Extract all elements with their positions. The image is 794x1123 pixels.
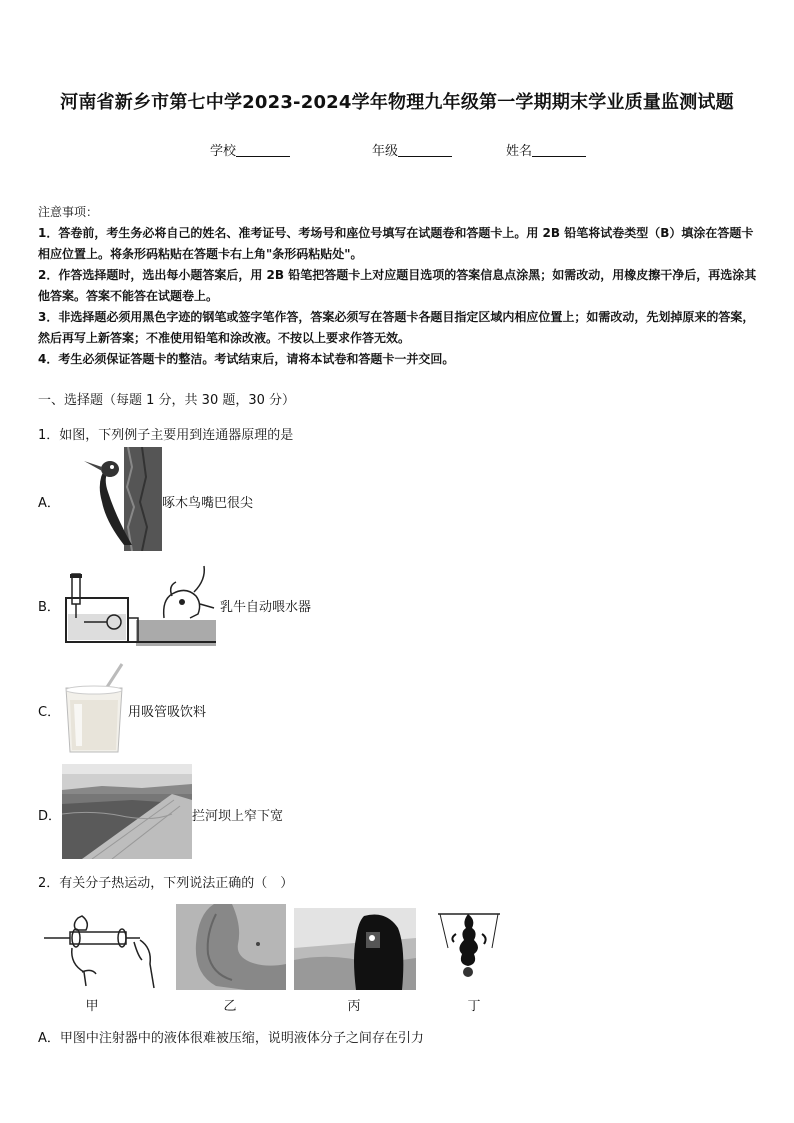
dam-image <box>62 764 192 859</box>
notes-block <box>38 202 760 370</box>
caption-yi: 乙 <box>223 999 237 1014</box>
option-b-text: 乳牛自动喂水器 <box>220 600 312 615</box>
name-label: 姓名 <box>506 144 533 159</box>
caption-jia: 甲 <box>85 999 99 1014</box>
straw-drink-image <box>60 660 128 756</box>
option-a-letter: A． <box>38 496 60 511</box>
ink-diffusion-image <box>438 908 500 990</box>
exam-title: 河南省新乡市第七中学2023-2024学年物理九年级第一学期期末学业质量监测试题 <box>60 92 734 113</box>
name-field <box>506 140 586 159</box>
cow-feeder-image <box>64 556 218 648</box>
syringe-image <box>42 908 164 994</box>
question-2-option-a: A．甲图中注射器中的液体很难被压缩，说明液体分子之间存在引力 <box>38 1031 424 1046</box>
name-blank[interactable] <box>532 143 586 157</box>
option-c-text: 用吸管吸饮料 <box>128 705 207 720</box>
hand-image <box>176 904 286 990</box>
grade-label: 年级 <box>372 144 399 159</box>
option-b-letter: B． <box>38 600 60 615</box>
option-c-letter: C． <box>38 705 61 720</box>
notes-heading: 注意事项： <box>38 205 99 219</box>
caption-ding: 丁 <box>467 999 481 1014</box>
note-item-4: 4．考生必须保证答题卡的整洁。考试结束后，请将本试卷和答题卡一并交回。 <box>38 352 455 366</box>
option-d-letter: D． <box>38 809 62 824</box>
note-item-2: 2．作答选择题时，选出每小题答案后，用 2B 铅笔把答题卡上对应题目选项的答案信息点涂黑；如需改动，用橡皮擦干净后，再选涂其他答案。答案不能答在试题卷上。 <box>38 268 757 303</box>
grade-field <box>372 140 452 159</box>
school-field <box>210 140 290 159</box>
person-image <box>294 908 416 990</box>
section-heading: 一、选择题（每题 1 分，共 30 题，30 分） <box>38 393 296 408</box>
question-1-stem: 1．如图，下列例子主要用到连通器原理的是 <box>38 428 294 443</box>
caption-bing: 丙 <box>347 999 361 1014</box>
note-item-3: 3．非选择题必须用黑色字迹的钢笔或签字笔作答，答案必须写在答题卡各题目指定区域内相应位置上；如需改动，先划掉原来的答案，然后再写上新答案；不准使用铅笔和涂改液。不按以上要求作答无效。 <box>38 310 755 345</box>
grade-blank[interactable] <box>398 143 452 157</box>
option-a-text: 啄木鸟嘴巴很尖 <box>162 496 254 511</box>
option-d-text: 拦河坝上窄下宽 <box>192 809 284 824</box>
school-label: 学校 <box>210 144 237 159</box>
woodpecker-image <box>72 447 162 551</box>
note-item-1: 1．答卷前，考生务必将自己的姓名、准考证号、考场号和座位号填写在试题卷和答题卡上。用 2B 铅笔将试卷类型（B）填涂在答题卡相应位置上。将条形码粘贴在答题卡右上角"条形码粘贴处"。 <box>38 226 754 261</box>
question-2-stem: 2．有关分子热运动，下列说法正确的（ ） <box>38 876 294 891</box>
school-blank[interactable] <box>236 143 290 157</box>
